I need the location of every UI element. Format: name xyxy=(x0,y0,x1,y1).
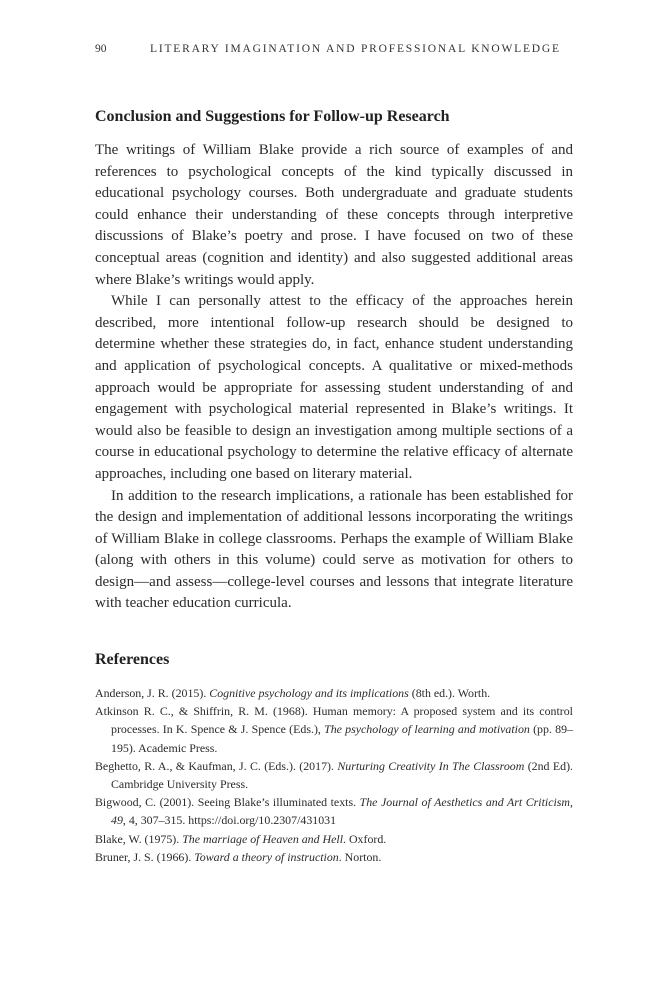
reference-text: . Oxford. xyxy=(343,831,387,846)
running-header xyxy=(95,43,573,59)
section-body xyxy=(95,140,573,615)
reference-title: Cognitive psychology and its implications xyxy=(209,686,409,700)
reference-entry xyxy=(95,848,573,866)
reference-entry xyxy=(95,793,573,829)
reference-entry xyxy=(95,757,573,793)
reference-title: Toward a theory of instruction xyxy=(194,849,339,864)
reference-title: The Journal of Aesthetics and Art Criticism, 49 xyxy=(111,795,573,828)
references-heading: References xyxy=(95,651,170,668)
reference-text: Anderson, J. R. (2015). xyxy=(95,686,210,700)
reference-text: (pp. 89–195). Academic Press. xyxy=(111,722,573,755)
reference-entry xyxy=(95,830,573,848)
reference-text: Blake, W. (1975). xyxy=(95,831,183,846)
reference-title: Nurturing Creativity In The Classroom xyxy=(337,758,525,773)
reference-title: The psychology of learning and motivation xyxy=(324,722,530,737)
running-title: LITERARY IMAGINATION AND PROFESSIONAL KNOWLEDGE xyxy=(150,43,561,55)
reference-text: . Norton. xyxy=(338,849,382,864)
body-paragraph: While I can personally attest to the efficacy of the approaches herein described, more intentional follow-up research should be designed to determine whether these strategies do, in fact, enhance student understanding and application of psychological concepts. A qualitative or mixed-methods approach would be appropriate for assessing student understanding of and engagement with psychological material represented in Blake’s writings. It would also be feasible to design an investigation among multiple sections of a course in educational psychology to determine the relative efficacy of alternate approaches, including one based on literary material. xyxy=(95,293,573,482)
reference-text: (2nd Ed). Cambridge University Press. xyxy=(111,758,573,792)
reference-entry xyxy=(95,684,573,702)
reference-entry xyxy=(95,702,573,757)
reference-text: Bruner, J. S. (1966). xyxy=(95,849,195,864)
page-number: 90 xyxy=(95,43,107,55)
reference-text: , 4, 307–315. https://doi.org/10.2307/431031 xyxy=(122,813,337,828)
section-heading: Conclusion and Suggestions for Follow-up Research xyxy=(95,108,450,125)
reference-text: Bigwood, C. (2001). Seeing Blake’s illuminated texts. xyxy=(95,795,360,810)
reference-title: The marriage of Heaven and Hell xyxy=(182,831,344,846)
body-paragraph: In addition to the research implications, a rationale has been established for the design and implementation of additional lessons incorporating the writings of William Blake in college classrooms. Perhaps the example of William Blake (along with others in this volume) could serve as motivation for others to design—and assess—college-level courses and lessons that integrate literature with teacher education curricula. xyxy=(95,487,573,612)
reference-text: Beghetto, R. A., & Kaufman, J. C. (Eds.). (2017). xyxy=(95,758,338,773)
body-paragraph: The writings of William Blake provide a rich source of examples of and references to psychological concepts of the kind typically discussed in educational psychology courses. Both undergraduate and graduate students could enhance their understanding of these concepts through interpretive discussions of Blake’s poetry and prose. I have focused on two of these conceptual areas (cognition and identity) and also suggested additional areas where Blake’s writings would apply. xyxy=(95,142,573,288)
reference-list xyxy=(95,684,573,866)
reference-text: (8th ed.). Worth. xyxy=(408,686,491,700)
reference-text: Atkinson R. C., & Shiffrin, R. M. (1968). Human memory: A proposed system and its control processes. In K. Spence & J. Spence (Eds.), xyxy=(95,704,573,737)
